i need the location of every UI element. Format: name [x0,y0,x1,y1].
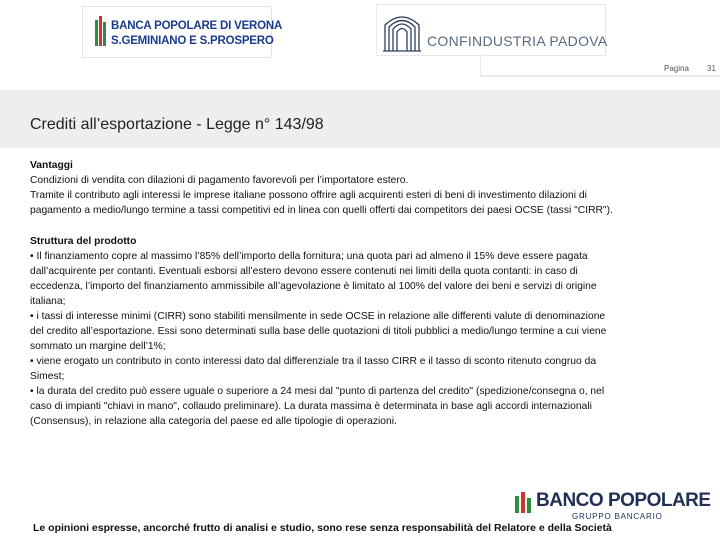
section-vantaggi [30,158,716,218]
vantaggi-line: Tramite il contributo agli interessi le imprese italiane possono offrire agli acquirenti esteri di beni di investimento dilazioni di [30,190,587,201]
bank-logo-line2: S.GEMINIANO E S.PROSPERO [111,35,274,47]
vantaggi-line: pagamento a medio/lungo termine a tassi competitivi ed in linea con quelli offerti dai competitors dei paesi OCSE (tassi "CIRR"). [30,205,613,216]
struttura-line: del credito all’esportazione. Essi sono determinati sulla base delle quotazioni di titoli pubblici a medio/lungo termine a cui viene [30,326,607,337]
struttura-line: • viene erogato un contributo in conto interessi dato dal differenziale tra il tasso CIRR e il tasso di sconto ritenuto congruo da [30,356,597,367]
struttura-line: Simest; [30,371,65,382]
bank-logo-line1: BANCA POPOLARE DI VERONA [111,20,283,32]
page-number: 31 [707,64,716,73]
struttura-line: • i tassi di interesse minimi (CIRR) sono stabiliti mensilmente in sede OCSE in relazione alle differenti valute di denominazione [30,311,606,322]
footer-brand: BANCO POPOLARE [536,490,711,511]
banco-popolare-emblem-icon [514,490,534,514]
footer-group: GRUPPO BANCARIO [572,512,663,521]
struttura-line: caso di impianti "chiavi in mano", collaudo preliminare). La durata massima è determinata in base agli accordi internazionali [30,401,592,412]
footer-disclaimer: Le opinioni espresse, ancorché frutto di analisi e studio, sono rese senza responsabilità del Relatore e della Società [33,522,612,534]
struttura-line: dall’acquirente per contanti. Eventuali esborsi all’estero devono essere contenuti nei limiti della quota contanti: in caso di [30,266,578,277]
struttura-line: (Consensus), in relazione alla categoria del paese ed alle tipologie di operazioni. [30,416,397,427]
banca-popolare-verona-logo [82,6,283,58]
struttura-line: • Il finanziamento copre al massimo l’85% dell’importo della fornitura; una quota pari ad almeno il 15% deve essere pagata [30,251,588,262]
banco-popolare-logo [512,486,712,522]
struttura-line: sommato un margine dell’1%; [30,341,166,352]
vantaggi-line: Condizioni di vendita con dilazioni di pagamento favorevoli per l’importatore estero. [30,175,409,186]
bank-emblem-icon [95,16,107,48]
struttura-line: italiana; [30,296,66,307]
confindustria-emblem-icon [379,7,425,53]
section-struttura [30,234,716,429]
struttura-heading: Struttura del prodotto [30,236,137,247]
confindustria-padova-logo [376,4,606,56]
struttura-line: • la durata del credito può essere uguale o superiore a 24 mesi dal "punto di partenza del credito" (spedizione/consegna o, nel [30,386,605,397]
page-title: Crediti all’esportazione - Legge n° 143/98 [30,116,324,133]
page-label: Pagina [664,64,689,73]
vantaggi-heading: Vantaggi [30,160,73,171]
struttura-line: eccedenza, l’importo del finanziamento ammissibile all’agevolazione è limitato al 100% del valore dei beni e servizi di origine [30,281,597,292]
confindustria-label: CONFINDUSTRIA PADOVA [427,33,608,49]
